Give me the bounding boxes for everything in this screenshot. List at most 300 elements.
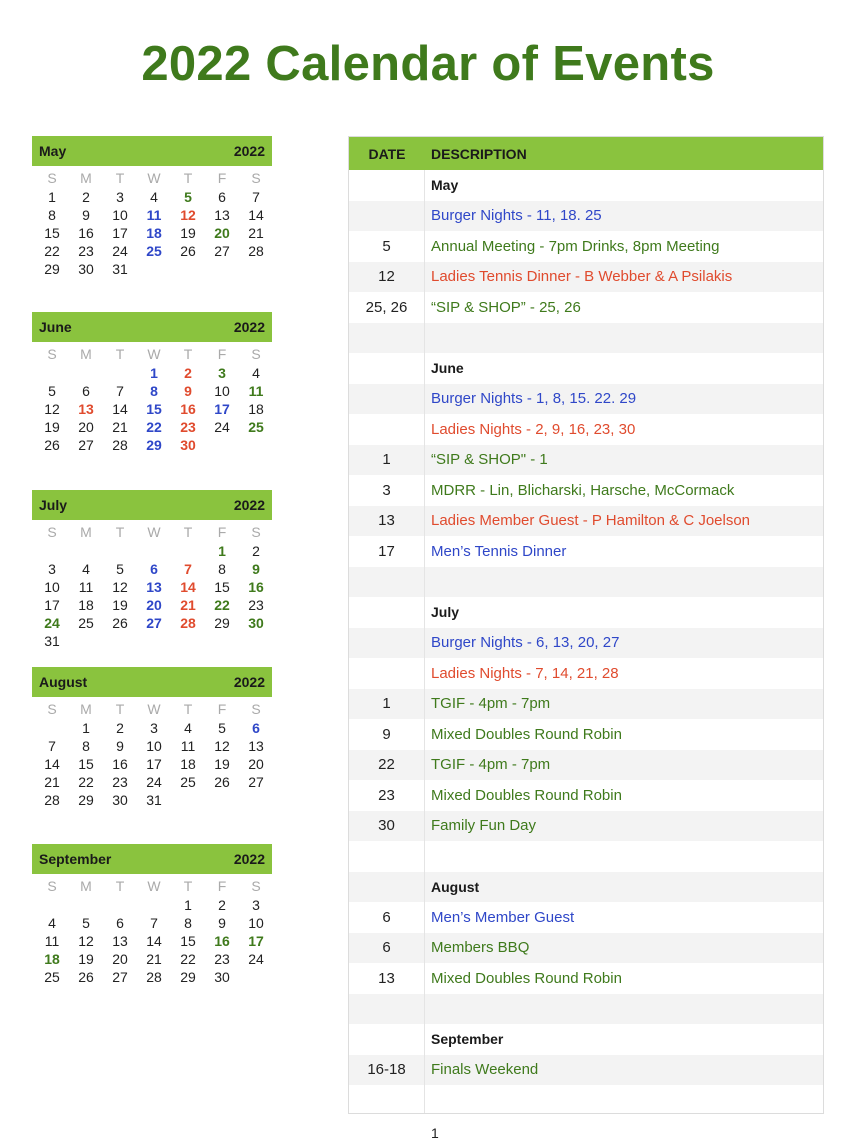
empty-day: [69, 896, 103, 914]
event-description: MDRR - Lin, Blicharski, Harsche, McCormack: [431, 481, 735, 499]
day-cell: 20: [214, 225, 230, 241]
weekday-label: S: [251, 524, 261, 540]
event-description: Ladies Nights - 7, 14, 21, 28: [431, 664, 619, 682]
event-description: Annual Meeting - 7pm Drinks, 8pm Meeting: [431, 237, 720, 255]
day-cell: 30: [248, 615, 264, 631]
day-cell: 5: [218, 720, 226, 736]
day-cell: 29: [146, 437, 162, 453]
day-cell: 19: [180, 225, 196, 241]
day-cell: 14: [44, 756, 60, 772]
day-cell: 19: [214, 756, 230, 772]
event-row: [349, 567, 823, 598]
day-cell: 21: [248, 225, 264, 241]
event-row: [349, 292, 823, 323]
day-cell: 19: [112, 597, 128, 613]
day-cell: 17: [44, 597, 60, 613]
month-heading: June: [431, 360, 464, 377]
day-cell: 31: [146, 792, 162, 808]
day-cell: 6: [116, 915, 124, 931]
day-cell: 4: [48, 915, 56, 931]
mini-calendar-grid: [32, 697, 272, 809]
event-date: [349, 353, 425, 384]
weekday-label: T: [183, 878, 193, 894]
event-description: Burger Nights - 6, 13, 20, 27: [431, 634, 620, 652]
weekday-label: W: [147, 524, 161, 540]
day-cell: 13: [146, 579, 162, 595]
description-column-header: DESCRIPTION: [431, 145, 527, 162]
day-cell: 15: [214, 579, 230, 595]
weekday-label: F: [217, 878, 227, 894]
day-cell: 21: [180, 597, 196, 613]
day-cell: 7: [252, 189, 260, 205]
day-cell: 17: [248, 933, 264, 949]
day-cell: 9: [184, 383, 192, 399]
event-date: [349, 994, 425, 1025]
weekday-label: S: [47, 170, 57, 186]
event-date: 1: [349, 689, 425, 720]
event-description: Ladies Tennis Dinner - B Webber & A Psilakis: [431, 268, 733, 286]
month-heading: July: [431, 604, 460, 621]
month-heading-row: [349, 597, 823, 628]
weekday-label: S: [251, 878, 261, 894]
day-cell: 31: [112, 261, 128, 277]
day-cell: 11: [44, 933, 60, 949]
mini-calendar-header: [32, 667, 272, 697]
event-row: [349, 1085, 823, 1114]
day-cell: 16: [78, 225, 94, 241]
day-cell: 26: [44, 437, 60, 453]
event-date: 3: [349, 475, 425, 506]
day-cell: 18: [180, 756, 196, 772]
event-date: [349, 597, 425, 628]
event-date: 6: [349, 902, 425, 933]
day-cell: 31: [44, 633, 60, 649]
mini-calendar-month: August: [39, 674, 88, 690]
mini-calendar-june: [32, 312, 272, 454]
day-cell: 28: [146, 969, 162, 985]
event-description: [425, 994, 823, 1025]
day-cell: 20: [248, 756, 264, 772]
day-cell: 6: [150, 561, 158, 577]
weekday-label: S: [251, 346, 261, 362]
weekday-label: S: [251, 701, 261, 717]
weekday-label: W: [147, 701, 161, 717]
day-cell: 28: [112, 437, 128, 453]
day-cell: 6: [82, 383, 90, 399]
day-cell: 24: [44, 615, 60, 631]
day-cell: 1: [48, 189, 56, 205]
day-cell: 14: [112, 401, 128, 417]
empty-day: [35, 542, 69, 560]
day-cell: 1: [150, 365, 158, 381]
day-cell: 4: [184, 720, 192, 736]
day-cell: 29: [180, 969, 196, 985]
page-title: 2022 Calendar of Events: [141, 37, 715, 91]
event-row: [349, 1055, 823, 1086]
event-description: TGIF - 4pm - 7pm: [431, 756, 551, 774]
mini-calendar-year: 2022: [233, 143, 265, 159]
day-cell: 30: [214, 969, 230, 985]
day-cell: 19: [78, 951, 94, 967]
day-cell: 2: [218, 897, 226, 913]
day-cell: 24: [248, 951, 264, 967]
day-cell: 13: [112, 933, 128, 949]
weekday-label: T: [115, 524, 125, 540]
day-cell: 29: [214, 615, 230, 631]
day-cell: 3: [252, 897, 260, 913]
events-table-body: [349, 170, 823, 1114]
day-cell: 9: [82, 207, 90, 223]
day-cell: 14: [180, 579, 196, 595]
day-cell: 1: [218, 543, 226, 559]
day-cell: 20: [146, 597, 162, 613]
weekday-label: M: [80, 878, 92, 894]
day-cell: 12: [112, 579, 128, 595]
mini-calendar-grid: [32, 342, 272, 454]
day-cell: 23: [214, 951, 230, 967]
event-row: [349, 475, 823, 506]
event-row: [349, 414, 823, 445]
event-row: [349, 780, 823, 811]
weekday-label: M: [80, 701, 92, 717]
event-date: [349, 628, 425, 659]
weekday-label: S: [251, 170, 261, 186]
day-cell: 27: [248, 774, 264, 790]
event-row: [349, 750, 823, 781]
event-description: Burger Nights - 11, 18. 25: [431, 207, 602, 225]
events-table-header: [349, 137, 823, 170]
day-cell: 11: [78, 579, 94, 595]
day-cell: 24: [214, 419, 230, 435]
day-cell: 23: [78, 243, 94, 259]
day-cell: 5: [82, 915, 90, 931]
day-cell: 29: [44, 261, 60, 277]
event-description: TGIF - 4pm - 7pm: [431, 695, 551, 713]
event-date: [349, 567, 425, 598]
day-cell: 22: [44, 243, 60, 259]
day-cell: 17: [214, 401, 230, 417]
event-description: Members BBQ: [431, 939, 530, 957]
day-cell: 30: [112, 792, 128, 808]
mini-calendar-header: [32, 844, 272, 874]
day-cell: 3: [116, 189, 124, 205]
day-cell: 12: [214, 738, 230, 754]
weekday-label: T: [183, 701, 193, 717]
day-cell: 2: [184, 365, 192, 381]
event-row: [349, 323, 823, 354]
page-number: 1: [431, 1125, 439, 1141]
event-description: Burger Nights - 1, 8, 15. 22. 29: [431, 390, 637, 408]
day-cell: 9: [116, 738, 124, 754]
day-cell: 18: [44, 951, 60, 967]
event-date: [349, 658, 425, 689]
day-cell: 7: [116, 383, 124, 399]
day-cell: 18: [78, 597, 94, 613]
weekday-label: S: [47, 346, 57, 362]
event-date: 30: [349, 811, 425, 842]
event-date: [349, 201, 425, 232]
day-cell: 29: [78, 792, 94, 808]
event-date: [349, 170, 425, 201]
weekday-label: T: [115, 878, 125, 894]
event-date: [349, 323, 425, 354]
day-cell: 3: [150, 720, 158, 736]
day-cell: 4: [150, 189, 158, 205]
day-cell: 8: [184, 915, 192, 931]
event-date: [349, 384, 425, 415]
event-date: 22: [349, 750, 425, 781]
event-row: [349, 658, 823, 689]
day-cell: 16: [248, 579, 264, 595]
mini-calendar-month: May: [39, 143, 67, 159]
day-cell: 12: [78, 933, 94, 949]
day-cell: 5: [116, 561, 124, 577]
month-heading-row: [349, 1024, 823, 1055]
month-heading: September: [431, 1031, 504, 1048]
event-description: [425, 1085, 823, 1114]
mini-calendar-header: [32, 490, 272, 520]
event-date: [349, 1085, 425, 1114]
empty-day: [35, 719, 69, 737]
event-row: [349, 719, 823, 750]
mini-calendar-september: [32, 844, 272, 986]
mini-calendar-year: 2022: [233, 851, 265, 867]
event-row: [349, 536, 823, 567]
day-cell: 22: [214, 597, 230, 613]
day-cell: 10: [146, 738, 162, 754]
day-cell: 28: [180, 615, 196, 631]
weekday-label: M: [80, 524, 92, 540]
day-cell: 20: [112, 951, 128, 967]
day-cell: 19: [44, 419, 60, 435]
day-cell: 22: [180, 951, 196, 967]
event-date: [349, 1024, 425, 1055]
month-heading: August: [431, 878, 480, 895]
day-cell: 25: [180, 774, 196, 790]
day-cell: 25: [248, 419, 264, 435]
day-cell: 11: [180, 738, 196, 754]
event-description: Ladies Nights - 2, 9, 16, 23, 30: [431, 420, 636, 438]
day-cell: 17: [112, 225, 128, 241]
month-heading-row: [349, 872, 823, 903]
day-cell: 15: [180, 933, 196, 949]
day-cell: 27: [78, 437, 94, 453]
event-description: Men’s Tennis Dinner: [431, 542, 567, 560]
mini-calendar-year: 2022: [233, 497, 265, 513]
event-row: [349, 628, 823, 659]
day-cell: 26: [180, 243, 196, 259]
weekday-label: T: [183, 524, 193, 540]
event-row: [349, 963, 823, 994]
day-cell: 30: [180, 437, 196, 453]
day-cell: 2: [82, 189, 90, 205]
event-date: 1: [349, 445, 425, 476]
day-cell: 23: [180, 419, 196, 435]
day-cell: 1: [184, 897, 192, 913]
day-cell: 18: [248, 401, 264, 417]
mini-calendar-year: 2022: [233, 674, 265, 690]
day-cell: 22: [146, 419, 162, 435]
event-description: [425, 567, 823, 598]
day-cell: 1: [82, 720, 90, 736]
day-cell: 3: [48, 561, 56, 577]
event-row: [349, 933, 823, 964]
empty-day: [69, 364, 103, 382]
day-cell: 24: [112, 243, 128, 259]
mini-calendar-grid: [32, 874, 272, 986]
empty-day: [137, 542, 171, 560]
mini-calendar-may: [32, 136, 272, 278]
day-cell: 30: [78, 261, 94, 277]
event-date: 6: [349, 933, 425, 964]
event-description: Men’s Member Guest: [431, 908, 575, 926]
day-cell: 11: [248, 383, 264, 399]
weekday-label: M: [80, 170, 92, 186]
day-cell: 28: [44, 792, 60, 808]
mini-calendar-month: July: [39, 497, 68, 513]
event-description: [425, 323, 823, 354]
day-cell: 20: [78, 419, 94, 435]
event-date: 13: [349, 963, 425, 994]
day-cell: 27: [112, 969, 128, 985]
day-cell: 26: [78, 969, 94, 985]
event-date: [349, 872, 425, 903]
empty-day: [137, 896, 171, 914]
day-cell: 21: [112, 419, 128, 435]
event-date: 23: [349, 780, 425, 811]
day-cell: 11: [146, 207, 162, 223]
empty-day: [69, 542, 103, 560]
weekday-label: F: [217, 701, 227, 717]
day-cell: 10: [44, 579, 60, 595]
day-cell: 23: [112, 774, 128, 790]
day-cell: 15: [78, 756, 94, 772]
day-cell: 28: [248, 243, 264, 259]
day-cell: 25: [44, 969, 60, 985]
day-cell: 15: [44, 225, 60, 241]
day-cell: 23: [248, 597, 264, 613]
mini-calendar-grid: [32, 166, 272, 278]
weekday-label: F: [217, 524, 227, 540]
day-cell: 25: [146, 243, 162, 259]
mini-calendar-month: September: [39, 851, 112, 867]
event-description: [425, 841, 823, 872]
day-cell: 8: [150, 383, 158, 399]
day-cell: 5: [184, 189, 192, 205]
event-date: 17: [349, 536, 425, 567]
day-cell: 26: [112, 615, 128, 631]
day-cell: 8: [82, 738, 90, 754]
weekday-label: S: [47, 524, 57, 540]
day-cell: 18: [146, 225, 162, 241]
day-cell: 7: [184, 561, 192, 577]
day-cell: 27: [214, 243, 230, 259]
day-cell: 17: [146, 756, 162, 772]
day-cell: 12: [180, 207, 196, 223]
month-heading-row: [349, 353, 823, 384]
day-cell: 10: [214, 383, 230, 399]
event-date: 25, 26: [349, 292, 425, 323]
empty-day: [171, 542, 205, 560]
weekday-label: W: [147, 170, 161, 186]
mini-calendar-year: 2022: [233, 319, 265, 335]
weekday-label: W: [147, 346, 161, 362]
mini-calendar-month: June: [39, 319, 72, 335]
event-description: “SIP & SHOP" - 1: [431, 451, 548, 469]
mini-calendar-header: [32, 136, 272, 166]
weekday-label: T: [183, 170, 193, 186]
day-cell: 22: [78, 774, 94, 790]
day-cell: 13: [78, 401, 94, 417]
mini-calendar-july: [32, 490, 272, 650]
events-table: [348, 136, 824, 1114]
date-column-header: DATE: [368, 145, 406, 162]
event-row: [349, 902, 823, 933]
event-row: [349, 201, 823, 232]
mini-calendar-header: [32, 312, 272, 342]
weekday-label: T: [115, 170, 125, 186]
event-row: [349, 231, 823, 262]
day-cell: 14: [248, 207, 264, 223]
day-cell: 3: [218, 365, 226, 381]
mini-calendar-august: [32, 667, 272, 809]
day-cell: 5: [48, 383, 56, 399]
day-cell: 16: [112, 756, 128, 772]
empty-day: [35, 896, 69, 914]
day-cell: 13: [214, 207, 230, 223]
day-cell: 26: [214, 774, 230, 790]
day-cell: 4: [82, 561, 90, 577]
weekday-label: S: [47, 701, 57, 717]
day-cell: 16: [180, 401, 196, 417]
event-row: [349, 811, 823, 842]
day-cell: 27: [146, 615, 162, 631]
empty-day: [103, 896, 137, 914]
day-cell: 14: [146, 933, 162, 949]
event-description: Ladies Member Guest - P Hamilton & C Joelson: [431, 512, 751, 530]
weekday-label: T: [115, 701, 125, 717]
event-description: Finals Weekend: [431, 1061, 539, 1079]
day-cell: 24: [146, 774, 162, 790]
event-description: Mixed Doubles Round Robin: [431, 725, 622, 743]
event-date: 13: [349, 506, 425, 537]
day-cell: 9: [218, 915, 226, 931]
day-cell: 10: [112, 207, 128, 223]
weekday-label: T: [183, 346, 193, 362]
event-date: 9: [349, 719, 425, 750]
event-description: Mixed Doubles Round Robin: [431, 969, 622, 987]
event-date: 16-18: [349, 1055, 425, 1086]
event-date: 12: [349, 262, 425, 293]
day-cell: 2: [252, 543, 260, 559]
weekday-label: M: [80, 346, 92, 362]
event-row: [349, 994, 823, 1025]
day-cell: 10: [248, 915, 264, 931]
event-date: [349, 841, 425, 872]
day-cell: 21: [44, 774, 60, 790]
day-cell: 25: [78, 615, 94, 631]
day-cell: 7: [150, 915, 158, 931]
event-description: Mixed Doubles Round Robin: [431, 786, 622, 804]
event-row: [349, 262, 823, 293]
day-cell: 8: [218, 561, 226, 577]
event-date: [349, 414, 425, 445]
event-date: 5: [349, 231, 425, 262]
empty-day: [35, 364, 69, 382]
day-cell: 16: [214, 933, 230, 949]
day-cell: 7: [48, 738, 56, 754]
day-cell: 6: [218, 189, 226, 205]
